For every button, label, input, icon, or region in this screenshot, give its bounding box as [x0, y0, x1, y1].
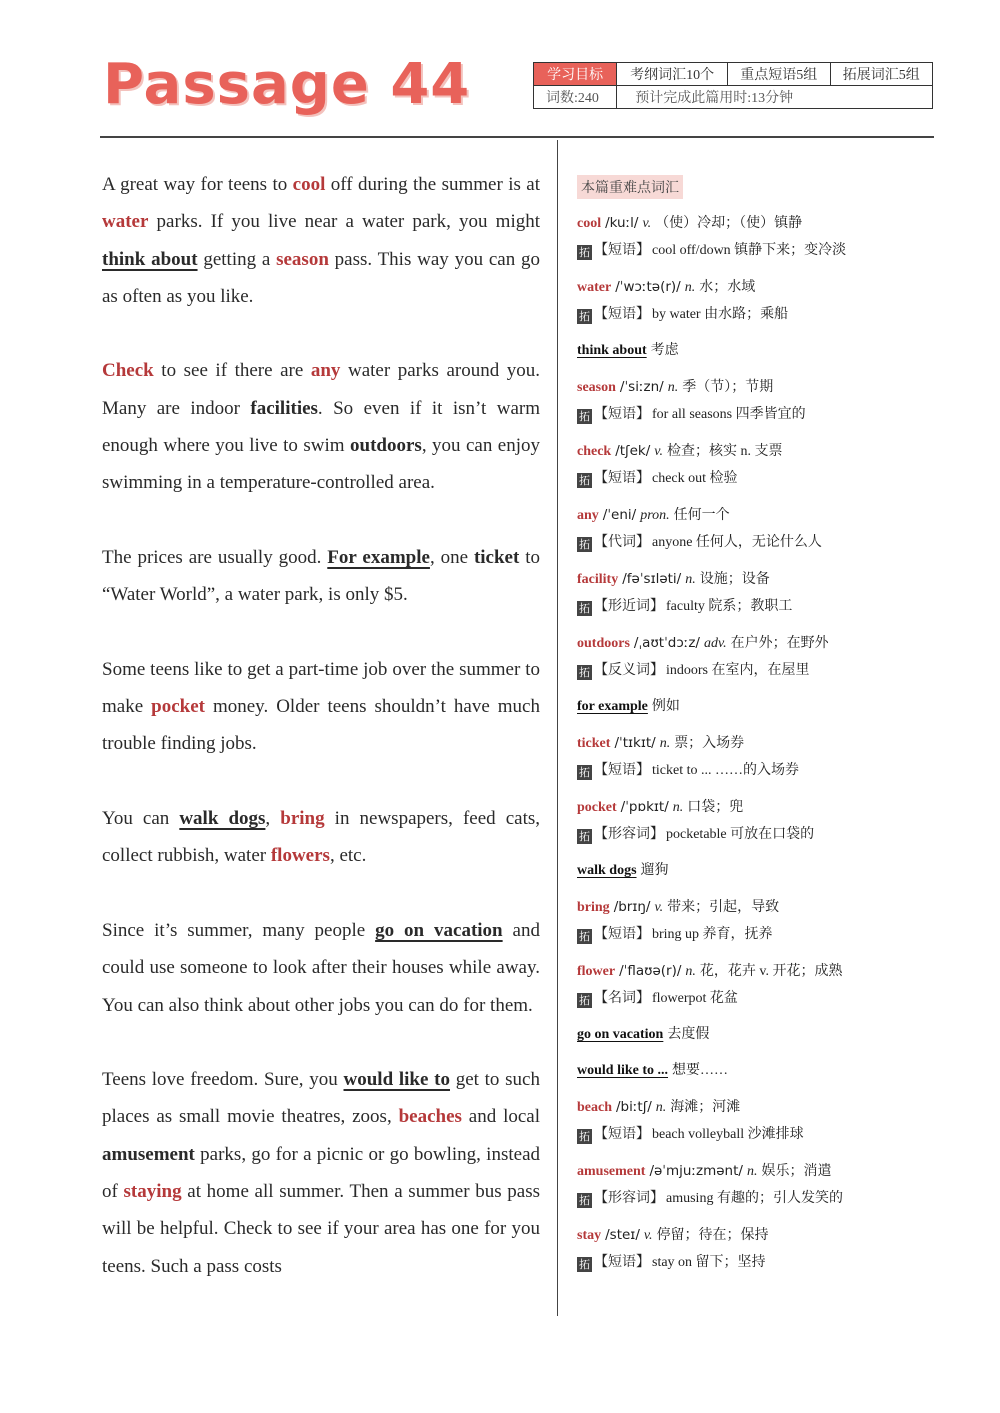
passage-run: Some teens like to get a part-time job over the summer to make	[102, 658, 540, 718]
passage-run: The prices are usually good.	[102, 546, 328, 568]
vocab-ipa: /kuːl/	[605, 215, 639, 231]
vocab-entry	[577, 893, 897, 949]
vocab-headline	[577, 893, 897, 921]
vocab-extension	[577, 1121, 897, 1149]
extension-text: pocketable 可放在口袋的	[666, 827, 815, 842]
vocab-entry	[577, 1021, 897, 1049]
passage-run: . So even if it isn’t warm enough where you live to swim	[102, 397, 540, 457]
goal-item: 重点短语5组	[728, 63, 830, 86]
vocab-extension	[577, 821, 897, 849]
vocab-ipa: /biːtʃ/	[616, 1099, 652, 1115]
vocab-entry	[577, 273, 897, 329]
vocab-pos: v.	[654, 900, 664, 915]
vocab-meaning: 花，花卉 v. 开花；成熟	[699, 964, 843, 979]
vocab-meaning: 口袋；兜	[687, 800, 744, 815]
passage-run: ,	[265, 808, 281, 830]
vocab-ipa: /ˈtɪkɪt/	[614, 735, 656, 751]
vocab-pos: n.	[672, 800, 684, 815]
extension-text: anyone 任何人，无论什么人	[652, 535, 822, 550]
learning-goal-table	[533, 62, 933, 109]
vocab-pos: n.	[655, 1100, 667, 1115]
highlighted-word: flowers	[270, 845, 330, 867]
extension-tag: 【短语】	[594, 407, 650, 422]
passage-run: parks, go for a picnic or go bowling, instead of	[102, 1143, 540, 1203]
vocab-meaning: 遛狗	[640, 863, 669, 878]
goal-item: 拓展词汇5组	[830, 63, 932, 86]
passage-run: Since it’s summer, many people	[102, 919, 376, 941]
vocab-word: bring	[577, 900, 610, 915]
vocab-entry	[577, 1057, 897, 1085]
vocab-meaning: 考虑	[650, 343, 679, 358]
vocab-extension	[577, 757, 897, 785]
passage-run: and could use someone to look after their houses while away. You can also think about other jobs you can do for them.	[102, 919, 540, 1016]
vocab-headline	[577, 437, 897, 465]
vocab-extension	[577, 921, 897, 949]
vocab-pos: adv.	[703, 636, 727, 651]
extension-icon: 拓	[579, 474, 590, 487]
vocab-pos: n.	[684, 280, 696, 295]
vocab-ipa: /ˈwɔːtə(r)/	[615, 279, 681, 295]
vocab-word: beach	[577, 1100, 612, 1115]
vocab-ipa: /ˈsiːzn/	[619, 379, 664, 395]
vocab-headline	[577, 273, 897, 301]
extension-icon: 拓	[579, 1258, 590, 1271]
passage-run: parks. If you live near a water park, you might	[148, 211, 540, 233]
vocab-pos: n.	[746, 1164, 758, 1179]
vocab-entry	[577, 1157, 897, 1213]
extension-tag: 【短语】	[594, 763, 650, 778]
vocab-headline	[577, 209, 897, 237]
vocab-headline	[577, 1093, 897, 1121]
passage-run: get to such places as small movie theatres, zoos,	[102, 1069, 540, 1128]
vocab-headline	[577, 1021, 897, 1049]
extension-tag: 【名词】	[594, 991, 650, 1006]
highlighted-word: water	[102, 211, 149, 233]
key-phrase: go on vacation	[375, 919, 503, 941]
passage-run: , one	[429, 546, 474, 568]
highlighted-word: Check	[102, 360, 154, 382]
extension-tag: 【形近词】	[594, 599, 664, 614]
highlighted-word: cool	[292, 174, 326, 195]
vocab-ipa: /əˈmjuːzmənt/	[649, 1163, 743, 1179]
vocab-word: cool	[577, 216, 602, 231]
extension-text: for all seasons 四季皆宜的	[652, 407, 806, 422]
vocab-meaning: 去度假	[667, 1027, 710, 1042]
header-divider	[100, 136, 934, 138]
passage-run: and local	[461, 1106, 541, 1128]
vocab-meaning: 检查；核实 n. 支票	[666, 444, 783, 459]
extension-text: bring up 养育，抚养	[652, 927, 773, 942]
vocab-extension	[577, 465, 897, 493]
highlighted-word: any	[310, 360, 341, 382]
vocab-headline	[577, 1221, 897, 1249]
extension-icon: 拓	[579, 994, 590, 1007]
estimated-time: 预计完成此篇用时:13分钟	[617, 86, 933, 109]
extension-icon: 拓	[579, 538, 590, 551]
vocab-word: stay	[577, 1228, 602, 1243]
extension-text: indoors 在室内，在屋里	[666, 663, 810, 678]
vocab-headline	[577, 501, 897, 529]
passage-run: getting a	[197, 248, 277, 270]
paragraph	[102, 166, 540, 315]
column-divider	[557, 140, 558, 1316]
extension-tag: 【短语】	[594, 1127, 650, 1142]
extension-tag: 【短语】	[594, 243, 650, 258]
extension-icon: 拓	[579, 830, 590, 843]
passage-run: in newspapers, feed cats, collect rubbish, water	[102, 808, 541, 867]
extension-text: faculty 院系；教职工	[666, 599, 793, 614]
vocab-entry	[577, 857, 897, 885]
vocab-pos: n.	[685, 964, 696, 979]
passage-run: off during the summer is at	[325, 174, 540, 195]
extension-tag: 【形容词】	[594, 827, 664, 842]
vocab-headline	[577, 693, 897, 721]
vocab-headline	[577, 1057, 897, 1085]
vocab-word: flower	[577, 964, 616, 979]
vocab-meaning: 任何一个	[673, 508, 730, 523]
vocab-ipa: /fəˈsɪləti/	[622, 571, 682, 587]
key-phrase: would like to	[343, 1069, 450, 1091]
vocab-headline	[577, 565, 897, 593]
vocab-meaning: 例如	[651, 699, 680, 714]
vocab-ipa: /ˌaʊtˈdɔːz/	[633, 635, 700, 651]
passage-run: A great way for teens to	[102, 174, 293, 195]
extension-icon: 拓	[579, 602, 590, 615]
extension-tag: 【短语】	[594, 1255, 650, 1270]
vocab-entry	[577, 729, 897, 785]
keyword: facilities	[250, 397, 318, 419]
vocab-ipa: /steɪ/	[605, 1227, 640, 1243]
vocab-pos: n.	[667, 380, 679, 395]
vocab-meaning: 水；水域	[699, 280, 756, 295]
vocab-meaning: 停留；待在；保持	[656, 1228, 769, 1243]
vocab-phrase: walk dogs	[577, 863, 637, 878]
paragraph	[102, 352, 540, 501]
vocab-header: 本篇重难点词汇	[577, 175, 683, 199]
extension-text: flowerpot 花盆	[652, 991, 738, 1006]
vocab-entry	[577, 1221, 897, 1277]
vocab-entry	[577, 629, 897, 685]
key-phrase: walk dogs	[179, 808, 266, 830]
vocab-word: facility	[577, 572, 619, 587]
vocab-meaning: 季（节）；节期	[682, 380, 774, 395]
vocab-entry	[577, 1093, 897, 1149]
vocab-word: any	[577, 508, 599, 523]
vocab-entry	[577, 565, 897, 621]
extension-text: by water 由水路；乘船	[652, 307, 789, 322]
vocab-phrase: for example	[577, 699, 648, 714]
passage-run: , you can enjoy swimming in a temperature-controlled area.	[102, 435, 540, 494]
vocab-entry	[577, 337, 897, 365]
vocab-extension	[577, 237, 897, 265]
vocab-extension	[577, 401, 897, 429]
paragraph	[102, 800, 540, 875]
vocab-entry	[577, 793, 897, 849]
passage-run: money. Older teens shouldn’t have much trouble finding jobs.	[102, 696, 540, 755]
passage-run: to “Water World”, a water park, is only $5.	[102, 546, 540, 606]
key-phrase: think about	[102, 248, 198, 270]
vocab-entry	[577, 693, 897, 721]
goal-label: 学习目标	[534, 63, 617, 86]
vocab-meaning: 带来；引起，导致	[667, 900, 780, 915]
vocab-headline	[577, 793, 897, 821]
key-phrase: For example	[327, 546, 430, 568]
extension-text: ticket to ... ……的入场券	[652, 763, 799, 778]
vocab-meaning: 票；入场券	[674, 736, 745, 751]
extension-tag: 【反义词】	[594, 663, 664, 678]
passage-run: to see if there are	[153, 360, 311, 382]
vocab-ipa: /ˈpɒkɪt/	[620, 799, 669, 815]
extension-tag: 【形容词】	[594, 1191, 664, 1206]
paragraph	[102, 1061, 540, 1285]
highlighted-word: season	[276, 248, 329, 270]
vocab-word: check	[577, 444, 612, 459]
vocab-pos: v.	[643, 1228, 653, 1243]
vocab-extension	[577, 593, 897, 621]
passage-run: pass. This way you can go as often as you like.	[102, 248, 540, 307]
extension-tag: 【短语】	[594, 471, 650, 486]
vocab-extension	[577, 1185, 897, 1213]
passage-run: Teens love freedom. Sure, you	[102, 1069, 344, 1091]
vocab-ipa: /brɪŋ/	[613, 899, 651, 915]
vocab-word: pocket	[577, 800, 617, 815]
vocab-pos: pron.	[640, 508, 670, 523]
extension-icon: 拓	[579, 1130, 590, 1143]
vocab-pos: n.	[685, 572, 696, 587]
vocab-headline	[577, 729, 897, 757]
vocab-ipa: /tʃek/	[615, 443, 651, 459]
vocab-list	[577, 209, 897, 1277]
vocab-meaning: （使）冷却；（使）镇静	[655, 216, 803, 231]
vocab-panel	[577, 175, 897, 1285]
vocab-ipa: /ˈeni/	[602, 507, 637, 523]
vocab-extension	[577, 1249, 897, 1277]
passage-text	[102, 166, 540, 1285]
extension-icon: 拓	[579, 930, 590, 943]
extension-icon: 拓	[579, 410, 590, 423]
extension-icon: 拓	[579, 246, 590, 259]
vocab-ipa: /ˈflaʊə(r)/	[619, 963, 682, 979]
vocab-phrase: go on vacation	[577, 1027, 664, 1042]
extension-tag: 【代词】	[594, 535, 650, 550]
passage-run: , etc.	[329, 845, 367, 867]
extension-tag: 【短语】	[594, 927, 650, 942]
vocab-headline	[577, 1157, 897, 1185]
vocab-word: outdoors	[577, 636, 630, 651]
vocab-extension	[577, 985, 897, 1013]
vocab-entry	[577, 209, 897, 265]
keyword: outdoors	[350, 435, 422, 457]
extension-icon: 拓	[579, 766, 590, 779]
vocab-word: season	[577, 380, 616, 395]
vocab-headline	[577, 629, 897, 657]
vocab-pos: n.	[659, 736, 671, 751]
extension-text: check out 检验	[652, 471, 738, 486]
vocab-headline	[577, 337, 897, 365]
passage-run: water parks around you. Many are indoor	[102, 360, 541, 419]
vocab-phrase: think about	[577, 343, 647, 358]
vocab-meaning: 想要……	[672, 1063, 729, 1078]
vocab-meaning: 设施；设备	[699, 572, 770, 587]
vocab-meaning: 海滩；河滩	[670, 1100, 741, 1115]
vocab-meaning: 娱乐；消遣	[761, 1164, 832, 1179]
extension-text: stay on 留下；坚持	[652, 1255, 766, 1270]
goal-item: 考纲词汇10个	[617, 63, 728, 86]
vocab-meaning: 在户外；在野外	[730, 636, 829, 651]
vocab-entry	[577, 437, 897, 493]
vocab-word: ticket	[577, 736, 611, 751]
vocab-entry	[577, 501, 897, 557]
highlighted-word: beaches	[398, 1106, 462, 1128]
extension-tag: 【短语】	[594, 307, 650, 322]
keyword: ticket	[473, 546, 520, 568]
extension-icon: 拓	[579, 666, 590, 679]
vocab-entry	[577, 957, 897, 1013]
paragraph	[102, 651, 540, 763]
highlighted-word: bring	[280, 808, 325, 830]
vocab-entry	[577, 373, 897, 429]
passage-run: You can	[102, 808, 180, 830]
page-title: Passage 44	[103, 52, 471, 117]
vocab-extension	[577, 529, 897, 557]
vocab-headline	[577, 857, 897, 885]
vocab-pos: v.	[654, 444, 663, 459]
extension-text: cool off/down 镇静下来；变冷淡	[652, 243, 847, 258]
vocab-word: water	[577, 280, 612, 295]
paragraph	[102, 912, 540, 1024]
vocab-headline	[577, 957, 897, 985]
extension-icon: 拓	[579, 310, 590, 323]
vocab-phrase: would like to ...	[577, 1063, 669, 1078]
paragraph	[102, 539, 540, 614]
passage-run: at home all summer. Then a summer bus pass will be helpful. Check to see if your area has one for you teens. Such a pass costs	[102, 1181, 540, 1277]
extension-icon: 拓	[579, 1194, 590, 1207]
word-count: 词数:240	[534, 86, 617, 109]
keyword: amusement	[102, 1143, 195, 1165]
highlighted-word: staying	[123, 1181, 182, 1203]
vocab-extension	[577, 301, 897, 329]
extension-text: amusing 有趣的；引人发笑的	[666, 1191, 843, 1206]
highlighted-word: pocket	[151, 696, 205, 718]
vocab-extension	[577, 657, 897, 685]
vocab-pos: v.	[642, 216, 652, 231]
extension-text: beach volleyball 沙滩排球	[652, 1127, 804, 1142]
vocab-headline	[577, 373, 897, 401]
vocab-word: amusement	[577, 1164, 646, 1179]
